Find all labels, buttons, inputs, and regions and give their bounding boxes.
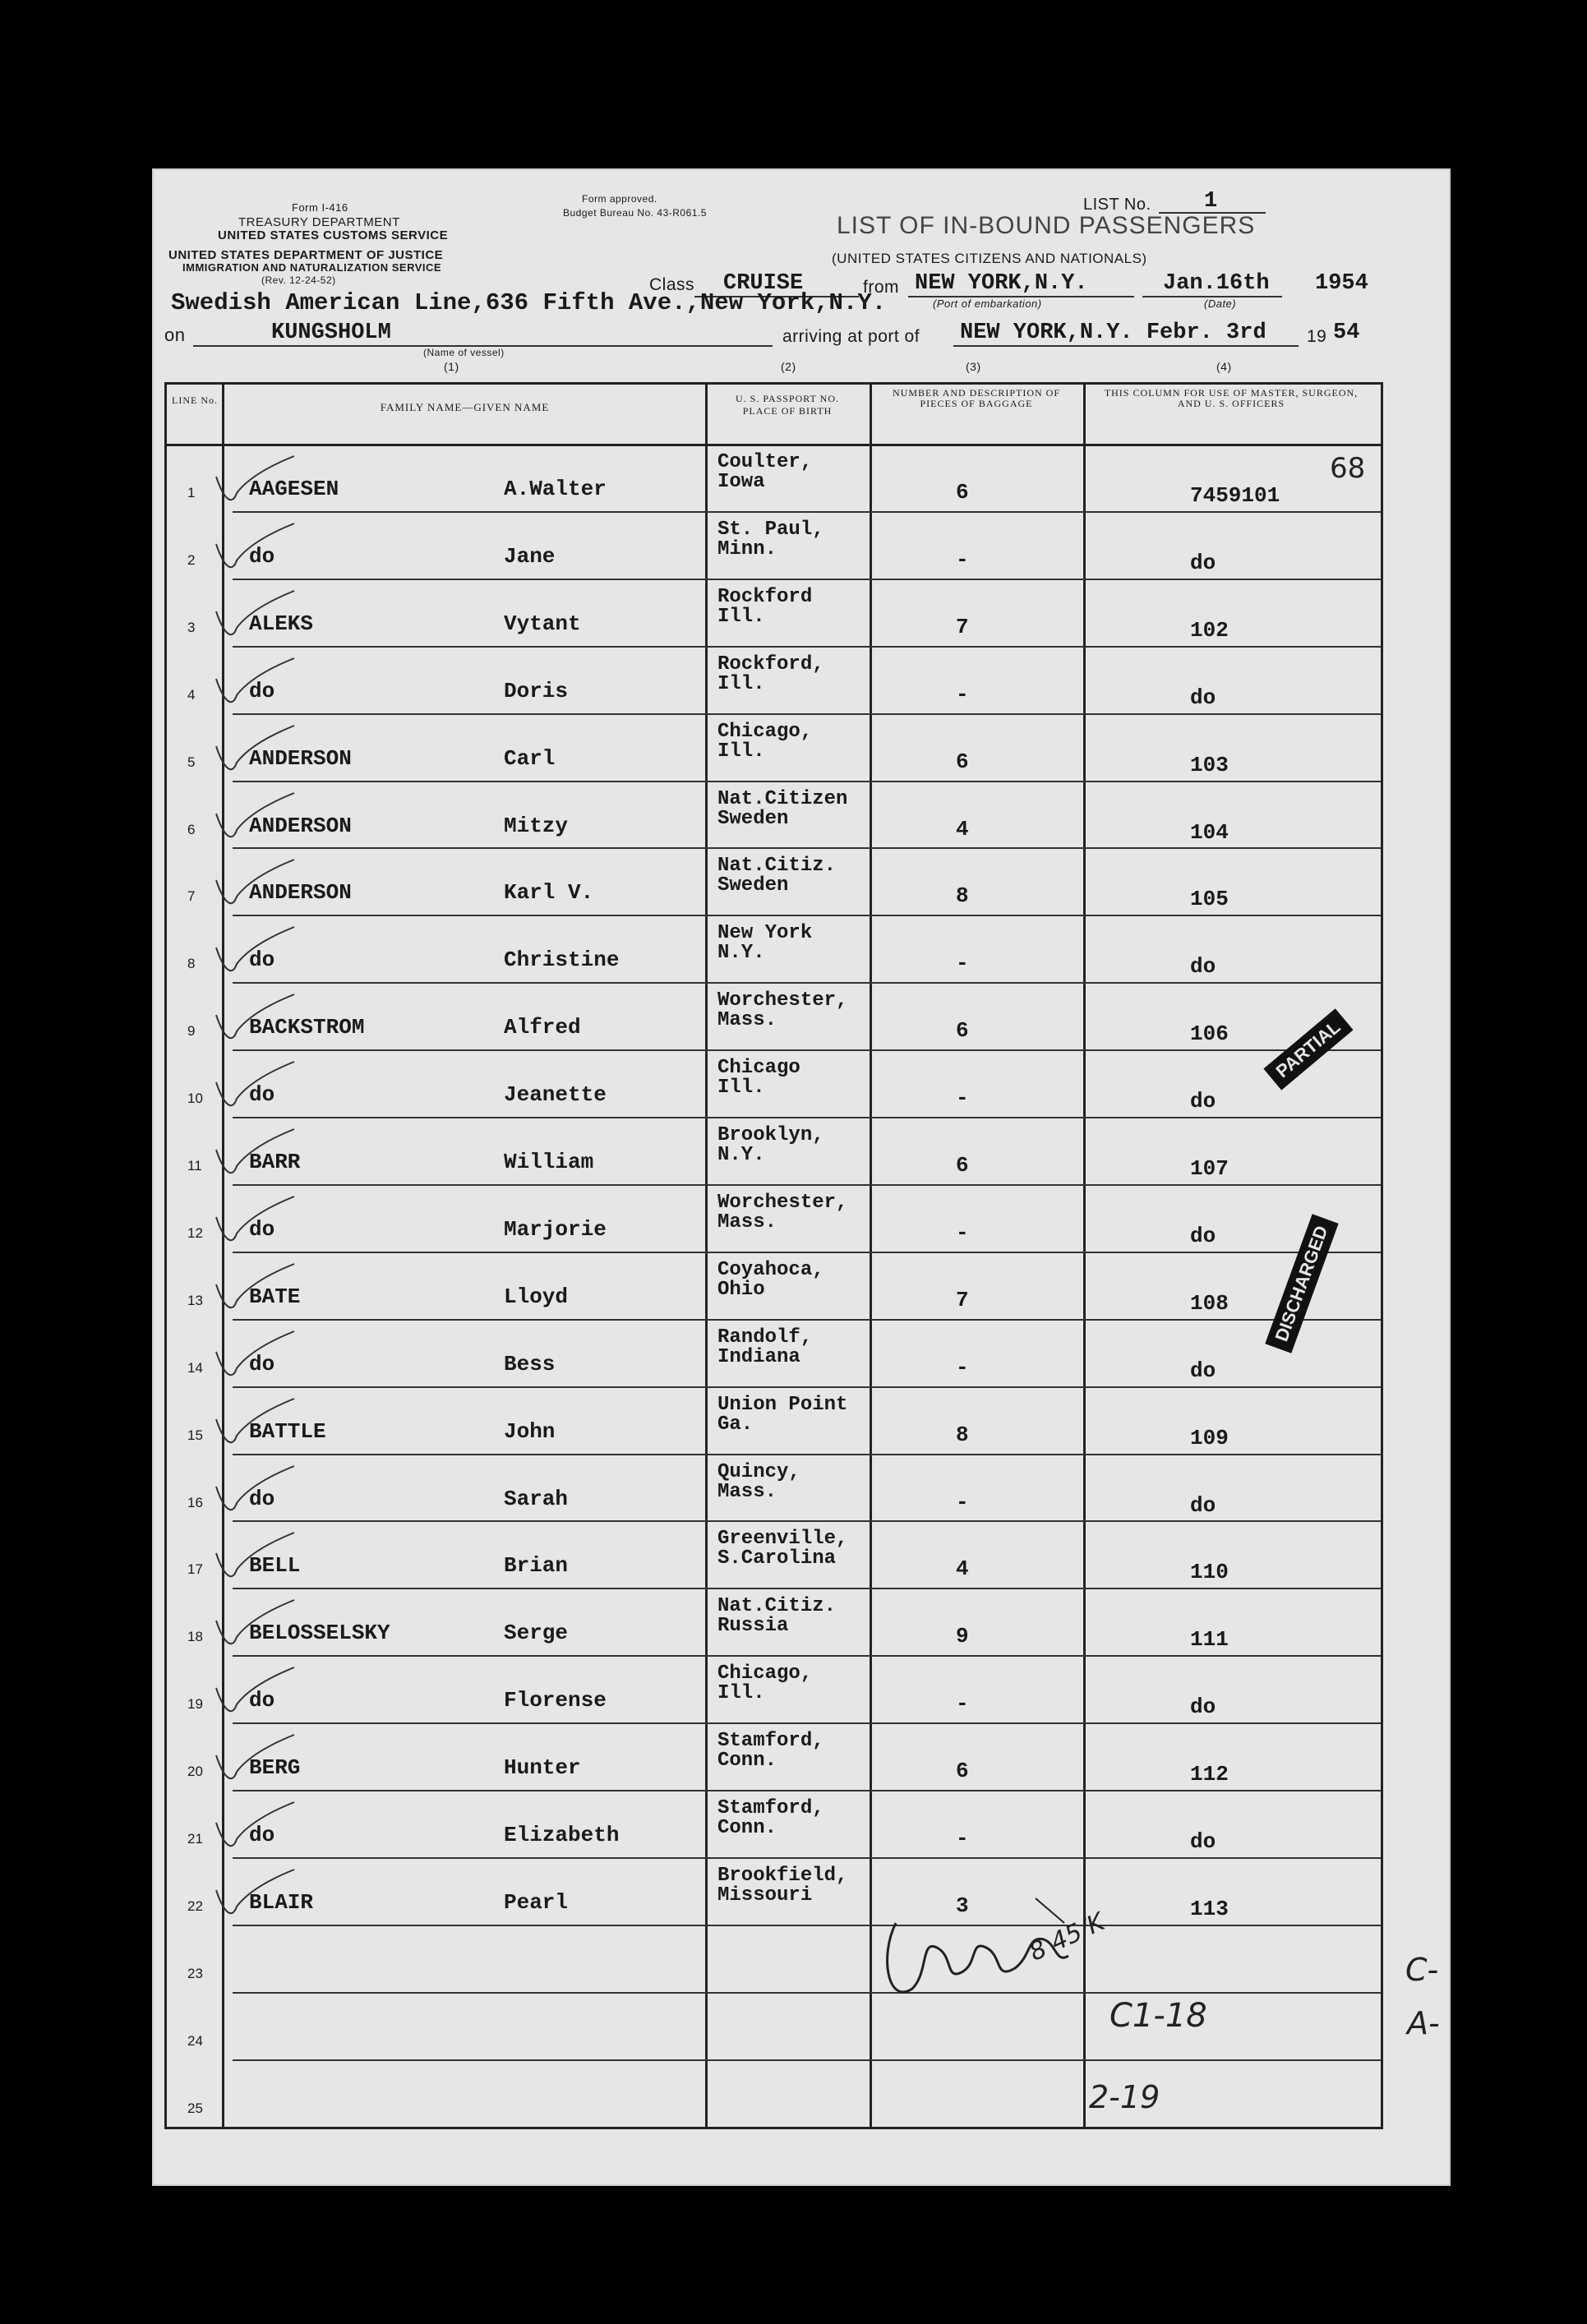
birthplace-line-2: Conn. [717, 1750, 777, 1773]
birthplace-line-1: Nat.Citiz. [717, 1595, 837, 1618]
family-name: BELOSSELSKY [249, 1621, 390, 1646]
officials-column: 102 [1190, 617, 1229, 643]
check-mark-icon [200, 1663, 298, 1721]
line-number: 23 [187, 1965, 203, 1981]
baggage-count: 6 [956, 1018, 969, 1044]
baggage-count: - [956, 951, 969, 976]
family-name: do [249, 1351, 275, 1376]
birthplace-line-1: Stamford, [717, 1797, 824, 1819]
birthplace-line-1: Union Point [717, 1393, 848, 1416]
baggage-count: - [956, 681, 969, 707]
col-num-3: (3) [966, 360, 981, 373]
row-divider [233, 781, 1381, 782]
row-divider [233, 2059, 1381, 2061]
check-mark-icon [200, 990, 298, 1048]
birthplace-line-1: Greenville, [717, 1528, 848, 1551]
family-name: BARR [249, 1150, 301, 1174]
officials-column: 109 [1190, 1425, 1229, 1450]
check-mark-icon [200, 1395, 298, 1452]
given-name: Karl V. [504, 880, 594, 906]
row-divider [233, 1588, 1381, 1589]
row-divider [233, 847, 1381, 849]
passenger-table [164, 382, 1383, 2129]
birthplace-line-1: New York [717, 922, 813, 945]
check-mark-icon [200, 1529, 301, 1586]
row-divider [233, 1655, 1381, 1657]
from-year: 1954 [1315, 271, 1368, 296]
officials-column: 108 [1190, 1290, 1229, 1316]
given-name: Carl [504, 745, 556, 771]
birthplace-line-1: Brooklyn, [717, 1124, 824, 1146]
family-name: BATTLE [249, 1418, 326, 1444]
birthplace-line-2: Mass. [717, 1009, 777, 1032]
row-divider [233, 1454, 1381, 1455]
given-name: Jane [504, 543, 556, 569]
officials-column: 111 [1190, 1627, 1229, 1653]
family-name: do [249, 1486, 275, 1511]
budget-bureau: Budget Bureau No. 43-R061.5 [563, 207, 707, 219]
handwritten-219: 2-19 [1089, 2079, 1160, 2115]
vessel-caption: (Name of vessel) [423, 347, 505, 358]
birthplace-line-2: Ill. [717, 1682, 765, 1705]
port-embark-caption: (Port of embarkation) [933, 297, 1042, 310]
punch-hole [93, 304, 136, 347]
line-number: 5 [187, 754, 196, 770]
officials-column: 7459101 [1190, 483, 1280, 508]
birthplace-line-1: Worchester, [717, 1191, 848, 1214]
col-header-baggage: NUMBER AND DESCRIPTION OF PIECES OF BAGGAGE [892, 387, 1061, 409]
col-header-name: FAMILY NAME—GIVEN NAME [380, 401, 550, 413]
birthplace-line-1: Brookfield, [717, 1864, 848, 1887]
officials-column: do [1190, 550, 1216, 575]
given-name: Elizabeth [504, 1823, 620, 1847]
birthplace-line-2: Ohio [717, 1278, 765, 1301]
check-mark-icon [200, 1260, 301, 1317]
given-name: Jeanette [504, 1082, 607, 1108]
birthplace-line-2: N.Y. [717, 942, 765, 965]
officials-column: do [1190, 1829, 1216, 1854]
line-number: 13 [187, 1292, 203, 1308]
list-subtitle: (UNITED STATES CITIZENS AND NATIONALS) [832, 251, 1147, 266]
form-line-4: IMMIGRATION AND NATURALIZATION SERVICE [182, 261, 442, 274]
line-number: 22 [187, 1897, 203, 1914]
given-name: Sarah [504, 1486, 569, 1511]
family-name: BACKSTROM [249, 1015, 365, 1040]
line-number: 1 [187, 485, 196, 500]
baggage-count: - [956, 1826, 969, 1851]
vessel-name: KUNGSHOLM [271, 320, 391, 345]
birthplace-line-1: Rockford [717, 585, 813, 608]
family-name: ANDERSON [249, 813, 352, 838]
arriving-port: NEW YORK,N.Y. Febr. 3rd [960, 320, 1266, 345]
birthplace-line-2: Mass. [717, 1210, 777, 1233]
baggage-count: 3 [956, 1893, 969, 1918]
check-mark-icon [200, 1798, 298, 1856]
birthplace-line-2: N.Y. [717, 1144, 765, 1166]
date-caption: (Date) [1204, 297, 1237, 310]
header-divider [167, 444, 1381, 446]
line-number: 17 [187, 1561, 203, 1578]
line-number: 18 [187, 1629, 203, 1645]
given-name: Hunter [504, 1755, 581, 1781]
birthplace-line-2: Conn. [717, 1817, 777, 1839]
line-number: 21 [187, 1831, 203, 1847]
given-name: Alfred [504, 1015, 581, 1040]
officials-column: do [1190, 1492, 1216, 1518]
from-label: from [863, 278, 899, 297]
col-header-passport: U. S. PASSPORT NO. PLACE OF BIRTH [736, 393, 839, 417]
check-mark-icon [200, 1731, 301, 1788]
check-mark-icon [200, 1596, 298, 1653]
margin-mark-c: C- [1405, 1952, 1439, 1988]
arriving-year: 54 [1333, 320, 1360, 345]
check-mark-icon [200, 519, 298, 577]
given-name: A.Walter [504, 477, 607, 501]
birthplace-line-2: Sweden [717, 807, 789, 830]
row-divider [233, 1049, 1381, 1051]
check-mark-icon [200, 923, 298, 980]
baggage-count: 7 [956, 614, 969, 639]
family-name: do [249, 543, 275, 569]
punch-hole [93, 1582, 136, 1625]
baggage-count: 8 [956, 1422, 969, 1447]
officials-column: do [1190, 1089, 1216, 1114]
birthplace-line-1: Stamford, [717, 1730, 824, 1753]
baggage-count: 8 [956, 883, 969, 909]
row-divider [233, 713, 1381, 715]
check-mark-icon [200, 1125, 301, 1183]
row-divider [233, 579, 1381, 580]
birthplace-line-1: Coyahoca, [717, 1258, 824, 1281]
given-name: Bess [504, 1351, 556, 1376]
check-mark-icon [200, 1865, 298, 1923]
line-number: 20 [187, 1764, 203, 1780]
from-date: Jan.16th [1163, 271, 1270, 296]
line-number: 19 [187, 1696, 203, 1713]
baggage-count: - [956, 1354, 969, 1380]
officials-column: 107 [1190, 1156, 1229, 1181]
line-address: Swedish American Line,636 Fifth Ave.,New York,N.Y. [171, 289, 887, 316]
check-mark-icon [200, 1462, 298, 1519]
birthplace-line-1: St. Paul, [717, 518, 824, 541]
handwritten-fraction: 8 45/K [1025, 1907, 1110, 1967]
given-name: William [504, 1150, 594, 1174]
check-mark-icon [200, 722, 298, 779]
birthplace-line-1: Coulter, [717, 451, 813, 473]
stamp-partial: PARTIAL [1263, 1008, 1353, 1090]
officials-column: 110 [1190, 1560, 1229, 1585]
birthplace-line-2: Minn. [717, 537, 777, 560]
class-value: CRUISE [723, 271, 804, 296]
officials-column: 112 [1190, 1762, 1229, 1787]
check-mark-icon [200, 452, 298, 510]
margin-mark-a: A- [1407, 2005, 1440, 2041]
officials-column: do [1190, 685, 1216, 710]
arriving-label: arriving at port of [782, 327, 920, 346]
form-line-5: (Rev. 12-24-52) [261, 274, 336, 286]
punch-hole [93, 2071, 136, 2114]
birthplace-line-1: Nat.Citiz. [717, 855, 837, 878]
family-name: do [249, 948, 275, 973]
birthplace-line-1: Chicago, [717, 720, 813, 743]
form-line-2: UNITED STATES CUSTOMS SERVICE [218, 228, 449, 242]
family-name: AAGESEN [249, 477, 339, 501]
baggage-count: 6 [956, 1759, 969, 1784]
form-line-1: TREASURY DEPARTMENT [238, 215, 400, 229]
row-divider [233, 915, 1381, 916]
row-divider [233, 1857, 1381, 1859]
row-divider [233, 1319, 1381, 1321]
baggage-count: 7 [956, 1287, 969, 1312]
class-label: Class [649, 275, 695, 294]
line-number: 4 [187, 686, 196, 703]
from-value: NEW YORK,N.Y. [915, 271, 1088, 296]
baggage-count: 4 [956, 1556, 969, 1582]
given-name: Brian [504, 1553, 569, 1579]
row-divider [233, 1992, 1381, 1994]
given-name: Lloyd [504, 1284, 569, 1309]
birthplace-line-2: Ill. [717, 605, 765, 628]
line-number: 15 [187, 1427, 203, 1443]
baggage-count: 6 [956, 480, 969, 505]
officials-column: 104 [1190, 819, 1229, 845]
family-name: do [249, 1823, 275, 1847]
officials-column: do [1190, 1695, 1216, 1720]
line-number: 25 [187, 2100, 203, 2116]
row-divider [233, 1252, 1381, 1253]
line-number: 12 [187, 1224, 203, 1241]
line-number: 10 [187, 1091, 203, 1107]
col-header-line-no: LINE No. [172, 394, 218, 406]
family-name: BATE [249, 1284, 301, 1309]
punch-hole [93, 197, 136, 240]
officials-column: 113 [1190, 1896, 1229, 1921]
given-name: Florense [504, 1688, 607, 1713]
baggage-count: 9 [956, 1624, 969, 1649]
check-mark-icon [200, 587, 298, 644]
line-number: 14 [187, 1359, 203, 1376]
birthplace-line-2: Missouri [717, 1884, 813, 1907]
given-name: John [504, 1418, 556, 1444]
handwritten-c118: C1-18 [1110, 1997, 1207, 2035]
list-no-label: LIST No. [1083, 196, 1151, 214]
arriving-line [953, 345, 1299, 347]
officials-column: do [1190, 1358, 1216, 1383]
birthplace-line-2: S.Carolina [717, 1547, 837, 1570]
col-num-2: (2) [781, 360, 796, 373]
row-divider [233, 1790, 1381, 1791]
birthplace-line-2: Ill. [717, 1077, 765, 1100]
family-name: do [249, 1216, 275, 1242]
row-divider [233, 1722, 1381, 1724]
form-number: Form I-416 [292, 201, 348, 214]
birthplace-line-1: Chicago, [717, 1662, 813, 1685]
baggage-count: - [956, 1086, 969, 1111]
form-approved: Form approved. [582, 193, 657, 205]
line-number: 2 [187, 551, 196, 568]
birthplace-line-1: Rockford, [717, 652, 824, 676]
row-divider [233, 1925, 1381, 1926]
col-header-officials: THIS COLUMN FOR USE OF MASTER, SURGEON, AND U. S. OFFICERS [1104, 387, 1359, 409]
check-mark-icon [200, 654, 298, 712]
row-divider [233, 646, 1381, 648]
birthplace-line-1: Chicago [717, 1057, 800, 1080]
officials-column: 103 [1190, 752, 1229, 777]
list-no-value: 1 [1204, 189, 1218, 214]
line-number: 9 [187, 1023, 196, 1040]
birthplace-line-2: Russia [717, 1615, 789, 1638]
row-divider [233, 1386, 1381, 1388]
birthplace-line-2: Ga. [717, 1413, 754, 1436]
given-name: Pearl [504, 1889, 569, 1915]
officials-column: do [1190, 1223, 1216, 1248]
birthplace-line-2: Ill. [717, 740, 765, 763]
check-mark-icon [200, 1058, 298, 1115]
given-name: Marjorie [504, 1216, 607, 1242]
given-name: Doris [504, 678, 569, 703]
row-divider [233, 1117, 1381, 1118]
check-mark-icon [200, 1192, 298, 1250]
col-num-4: (4) [1216, 360, 1232, 373]
punch-hole [93, 793, 136, 836]
row-divider [233, 982, 1381, 984]
family-name: do [249, 1082, 275, 1108]
check-mark-icon [200, 789, 298, 846]
birthplace-line-1: Randolf, [717, 1326, 813, 1349]
officials-column: 106 [1190, 1021, 1229, 1047]
page-number: 68 [1330, 452, 1366, 485]
baggage-count: - [956, 1691, 969, 1717]
family-name: ANDERSON [249, 745, 352, 771]
line-number: 3 [187, 619, 196, 635]
row-divider [233, 1184, 1381, 1186]
baggage-count: 6 [956, 749, 969, 774]
baggage-count: 4 [956, 816, 969, 842]
family-name: BELL [249, 1553, 301, 1579]
form-line-3: UNITED STATES DEPARTMENT OF JUSTICE [168, 248, 444, 262]
baggage-count: 6 [956, 1153, 969, 1178]
given-name: Serge [504, 1621, 569, 1646]
birthplace-line-2: Iowa [717, 471, 765, 493]
line-number: 16 [187, 1494, 203, 1510]
officials-column: do [1190, 954, 1216, 980]
given-name: Vytant [504, 611, 581, 636]
birthplace-line-2: Mass. [717, 1480, 777, 1503]
line-number: 11 [187, 1158, 202, 1174]
stamp-discharged: DISCHARGED [1265, 1214, 1338, 1353]
punch-hole [93, 678, 136, 721]
family-name: ANDERSON [249, 880, 352, 906]
given-name: Mitzy [504, 813, 569, 838]
family-name: ALEKS [249, 611, 314, 636]
birthplace-line-2: Indiana [717, 1345, 800, 1368]
line-number: 8 [187, 956, 196, 972]
family-name: do [249, 678, 275, 703]
row-divider [233, 511, 1381, 513]
arriving-year-prefix: 19 [1307, 327, 1327, 346]
officials-column: 105 [1190, 887, 1229, 912]
line-number: 7 [187, 888, 196, 905]
baggage-count: - [956, 546, 969, 572]
on-label: on [164, 325, 186, 345]
family-name: BERG [249, 1755, 301, 1781]
list-title: LIST OF IN-BOUND PASSENGERS [837, 212, 1256, 239]
baggage-count: - [956, 1489, 969, 1515]
col-num-1: (1) [444, 360, 459, 373]
birthplace-line-1: Nat.Citizen [717, 787, 848, 810]
birthplace-line-1: Quincy, [717, 1460, 800, 1483]
row-divider [233, 1520, 1381, 1522]
check-mark-icon [200, 855, 298, 913]
family-name: BLAIR [249, 1889, 314, 1915]
birthplace-line-2: Ill. [717, 672, 765, 695]
line-number: 24 [187, 2032, 203, 2049]
birthplace-line-2: Sweden [717, 874, 789, 897]
birthplace-line-1: Worchester, [717, 989, 848, 1012]
family-name: do [249, 1688, 275, 1713]
given-name: Christine [504, 948, 620, 973]
line-number: 6 [187, 821, 196, 837]
baggage-count: - [956, 1220, 969, 1245]
check-mark-icon [200, 1327, 298, 1385]
